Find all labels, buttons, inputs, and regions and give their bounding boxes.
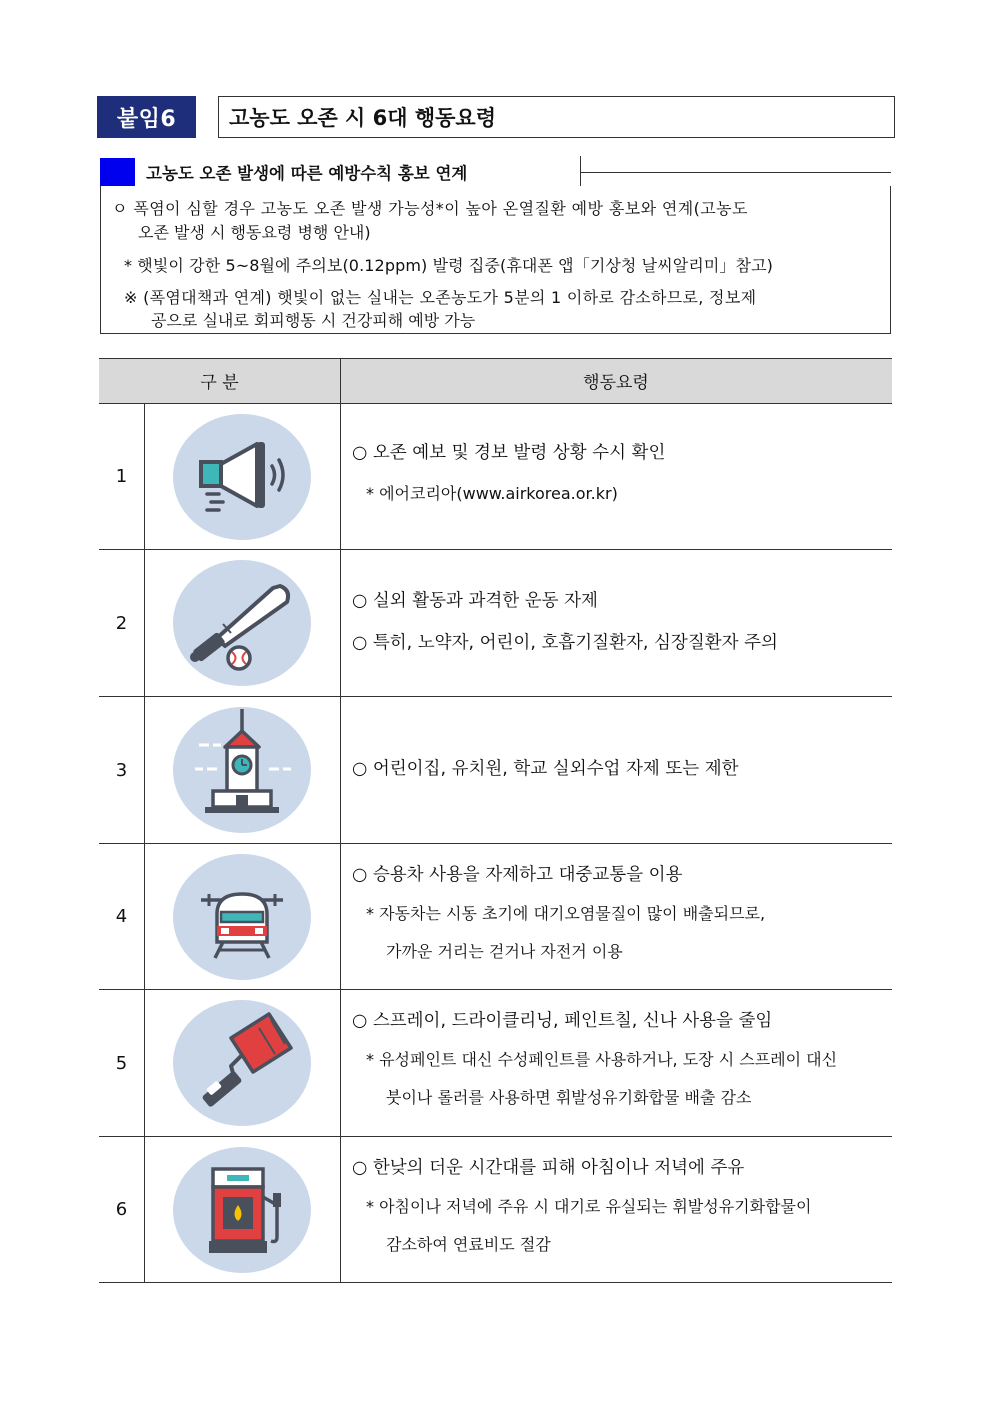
action-footnote: 붓이나 롤러를 사용하면 휘발성유기화합물 배출 감소 bbox=[386, 1088, 752, 1107]
notice-line: ㅇ 폭염이 심할 경우 고농도 오존 발생 가능성*이 높아 온열질환 예방 홍보와 연계(고농도 bbox=[112, 199, 748, 218]
action-cell bbox=[340, 1155, 892, 1257]
action-line: ○ 스프레이, 드라이클리닝, 페인트칠, 신나 사용을 줄임 bbox=[352, 1011, 773, 1031]
row-number: 3 bbox=[115, 759, 128, 781]
table-rule bbox=[99, 358, 892, 359]
section-bullet-square bbox=[100, 158, 135, 186]
paint-roller-icon bbox=[173, 1000, 311, 1126]
action-line: ○ 승용차 사용을 자제하고 대중교통을 이용 bbox=[352, 865, 683, 885]
row-number: 5 bbox=[115, 1052, 128, 1074]
action-footnote: 감소하여 연료비도 절감 bbox=[386, 1235, 551, 1254]
row-icon-cell bbox=[144, 990, 340, 1136]
school-building-icon bbox=[173, 707, 311, 833]
header-category: 구 분 bbox=[200, 373, 239, 393]
row-icon-cell bbox=[144, 844, 340, 989]
row-number: 4 bbox=[115, 906, 128, 927]
row-number: 6 bbox=[115, 1199, 128, 1220]
row-number: 1 bbox=[115, 466, 128, 487]
action-cell bbox=[340, 862, 892, 964]
row-number: 2 bbox=[115, 612, 128, 634]
action-line: ○ 한낮의 더운 시간대를 피해 아침이나 저녁에 주유 bbox=[352, 1158, 745, 1178]
section-title: 고농도 오존 발생에 따른 예방수칙 홍보 연계 bbox=[146, 164, 468, 183]
notice-remark: ※ (폭염대책과 연계) 햇빛이 없는 실내는 오존농도가 5분의 1 이하로 감소하므로, 정보제 bbox=[124, 288, 757, 307]
action-line: ○ 오존 예보 및 경보 발령 상황 수시 확인 bbox=[352, 443, 666, 463]
notice-remark: 공으로 실내로 회피행동 시 건강피해 예방 가능 bbox=[151, 311, 476, 330]
action-footnote: * 아침이나 저녁에 주유 시 대기로 유실되는 휘발성유기화합물이 bbox=[366, 1197, 812, 1216]
section-title-divider bbox=[580, 156, 581, 186]
notice-line: 오존 발생 시 행동요령 병행 안내) bbox=[138, 223, 371, 242]
action-cell bbox=[340, 440, 892, 506]
action-footnote: 가까운 거리는 걷거나 자전거 이용 bbox=[386, 942, 623, 961]
action-cell bbox=[340, 1008, 892, 1110]
action-footnote: * 유성페인트 대신 수성페인트를 사용하거나, 도장 시 스프레이 대신 bbox=[366, 1050, 838, 1069]
megaphone-icon bbox=[173, 414, 311, 540]
table-rule bbox=[99, 1282, 892, 1283]
page-title: 고농도 오존 시 6대 행동요령 bbox=[218, 96, 895, 138]
header-action: 행동요령 bbox=[583, 373, 649, 393]
attachment-tag: 붙임6 bbox=[97, 96, 196, 138]
section-title-rule bbox=[580, 172, 891, 173]
action-cell bbox=[340, 588, 892, 656]
row-icon-cell bbox=[144, 550, 340, 696]
action-line: ○ 특히, 노약자, 어린이, 호흡기질환자, 심장질환자 주의 bbox=[352, 633, 778, 653]
gas-pump-icon bbox=[173, 1147, 311, 1273]
action-table bbox=[99, 358, 892, 1283]
action-cell bbox=[340, 756, 892, 782]
action-line: ○ 어린이집, 유치원, 학교 실외수업 자제 또는 제한 bbox=[352, 759, 739, 779]
train-icon bbox=[173, 854, 311, 980]
action-footnote: * 자동차는 시동 초기에 대기오염물질이 많이 배출되므로, bbox=[366, 904, 766, 923]
row-icon-cell bbox=[144, 697, 340, 843]
row-icon-cell bbox=[144, 404, 340, 549]
action-footnote: * 에어코리아(www.airkorea.or.kr) bbox=[366, 484, 618, 503]
notice-footnote: * 햇빛이 강한 5~8월에 주의보(0.12ppm) 발령 집중(휴대폰 앱「기상청 날씨알리미」참고) bbox=[124, 256, 774, 275]
action-line: ○ 실외 활동과 과격한 운동 자제 bbox=[352, 591, 598, 611]
row-icon-cell bbox=[144, 1137, 340, 1282]
baseball-bat-icon bbox=[173, 560, 311, 686]
